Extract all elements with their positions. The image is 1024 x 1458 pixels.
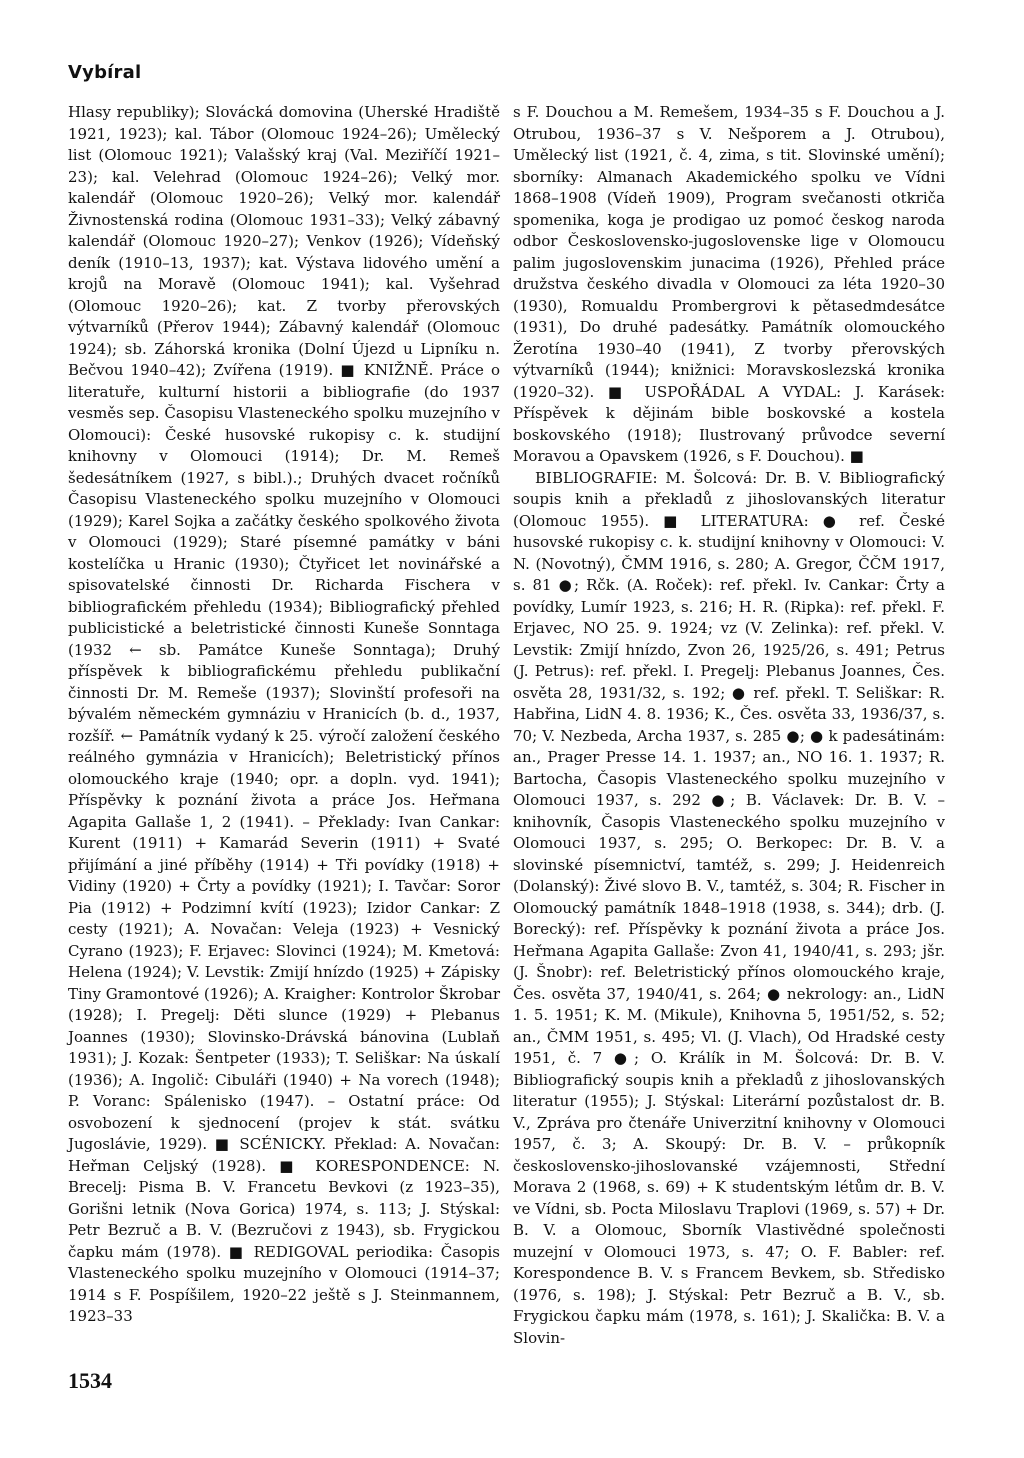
left-column-paragraph: Hlasy republiky); Slovácká domovina (Uherské Hradiště 1921, 1923); kal. Tábor (Olomouc 1924–26); Umělecký list (Olomouc 1921); Valašský kraj (Val. Meziříčí 1921–23); kal. Velehrad (Olomouc 1924–26); Velký mor. kalendář (Olomouc 1920–26); Velký mor. kalendář Živnostenská rodina (Olomouc 1931–33); Velký zábavný kalendář (Olomouc 1920–27); Venkov (1926); Vídeňský deník (1910–13, 1937); kat. Výstava lidového umění a krojů na Moravě (Olomouc 1941); kal. Vyšehrad (Olomouc 1920–26); kat. Z tvorby přerovských výtvarníků (Přerov 1944); Zábavný kalendář (Olomouc 1924); sb. Záhorská kronika (Dolní Újezd u Lipníku n. Bečvou 1940–42); Zvířena (1919). ■ KNIŽNĚ. Práce o literatuře, kulturní historii a bibliografie (do 1937 vesměs sep. Časopisu Vlasteneckého spolku muzejního v Olomouci): České husovské rukopisy c. k. studijní knihovny v Olomouci (1914); Dr. M. Remeš šedesátníkem (1927, s bibl.).; Druhých dvacet ročníků Časopisu Vlasteneckého spolku muzejního v Olomouci (1929); Karel Sojka a začátky českého spolkového života v Olomouci (1929); Staré písemné památky v báni kostelíčka u Hranic (1930); Čtyřicet let novinářské a spisovatelské činnosti Dr. Richarda Fischera v bibliografickém přehledu (1934); Bibliografický přehled publicistické a beletristické činnosti Kuneše Sonntaga (1932 ← sb. Památce Kuneše Sonntaga); Druhý příspěvek k bibliografickému přehledu publikační činnosti Dr. M. Remeše (1937); Slovinští profesoři na bývalém německém gymnáziu v Hranicích (b. d., 1937, rozšíř. ← Památník vydaný k 25. výročí založení českého reálného gymnázia v Hranicích); Beletristický přínos olomouckého kraje (1940; opr. a dopln. vyd. 1941); Příspěvky k poznání života a práce Jos. Heřmana Agapita Gallaše 1, 2 (1941). – Překlady: Ivan Cankar: Kurent (1911) + Kamarád Severin (1911) + Svaté přijímání a jiné příběhy (1914) + Tři povídky (1918) + Vidiny (1920) + Črty a povídky (1921); I. Tavčar: Soror Pia (1912) + Podzimní kvítí (1923); Izidor Cankar: Z cesty (1921); A. Novačan: Veleja (1923) + Vesnický Cyrano (1923); F. Erjavec: Slovinci (1924); M. Kmetová: Helena (1924); V. Levstik: Zmijí hnízdo (1925) + Zápisky Tiny Gramontové (1926); A. Kraigher: Kontrolor Škrobar (1928); I. Pregelj: Děti slunce (1929) + Plebanus Joannes (1930); Slovinsko-Drávská bánovina (Lublaň 1931); J. Kozak: Šentpeter (1933); T. Seliškar: Na úskalí (1936); A. Ingolič: Cibuláři (1940) + Na vorech (1948); P. Voranc: Spálenisko (1947). – Ostatní práce: Od osvobození k sjednocení (projev k stát. svátku Jugoslávie, 1929). ■ SCÉNICKY. Překlad: A. Novačan: Heřman Celjský (1928). ■ KORESPONDENCE: N. Brecelj: Pisma B. V. Francetu Bevkovi (z 1923–35), Gorišni letnik (Nova Gorica) 1974, s. 113; J. Stýskal: Petr Bezruč a B. V. (Bezručovi z 1943), sb. Frygickou čapku mám (1978). ■ REDIGOVAL periodika: Časopis Vlasteneckého spolku muzejního v Olomouci (1914–37; 1914 s F. Pospíšilem, 1920–22 ještě s J. Steinmannem, 1923–33 xyxy=(68,103,500,1325)
running-head: Vybíral xyxy=(68,62,142,83)
left-column xyxy=(68,102,500,1328)
right-column xyxy=(513,102,945,1349)
right-column-paragraph: s F. Douchou a M. Remešem, 1934–35 s F. Douchou a J. Otrubou, 1936–37 s V. Nešporem a J. Otrubou), Umělecký list (1921, č. 4, zima, s tit. Slovinské umění); sborníky: Almanach Akademického spolku ve Vídni 1868–1908 (Vídeň 1909), Program svečanosti otkriča spomenika, koga je prodigao uz pomoć českog naroda odbor Československo-jugoslovenske lige v Olomoucu palim jugoslovenskim junacima (1926), Přehled práce družstva českého divadla v Olomouci za léta 1920–30 (1930), Romualdu Prombergrovi k pětasedmdesátce (1931), Do druhé padesátky. Památník olomouckého Žerotína 1930–40 (1941), Z tvorby přerovských výtvarníků (1944); knižnici: Moravskoslezská kronika (1920–32). ■ USPOŘÁDAL A VYDAL: J. Karásek: Příspěvek k dějinám bible boskovské a kostela boskovského (1918); Ilustrovaný průvodce severní Moravou a Opavskem (1926, s F. Douchou). ■ xyxy=(513,103,945,465)
bibliography-paragraph: BIBLIOGRAFIE: M. Šolcová: Dr. B. V. Bibliografický soupis knih a překladů z jihoslovanských literatur (Olomouc 1955). ■ LITERATURA: ● ref. České husovské rukopisy c. k. studijní knihovny v Olomouci: V. N. (Novotný), ČMM 1916, s. 280; A. Gregor, ČČM 1917, s. 81 ●; Rčk. (A. Roček): ref. překl. Iv. Cankar: Črty a povídky, Lumír 1923, s. 216; H. R. (Ripka): ref. překl. F. Erjavec, NO 25. 9. 1924; vz (V. Zelinka): ref. překl. V. Levstik: Zmijí hnízdo, Zvon 26, 1925/26, s. 491; Petrus (J. Petrus): ref. překl. I. Pregelj: Plebanus Joannes, Čes. osvěta 28, 1931/32, s. 192; ● ref. překl. T. Seliškar: R. Habřina, LidN 4. 8. 1936; K., Čes. osvěta 33, 1936/37, s. 70; V. Nezbeda, Archa 1937, s. 285 ●; ● k padesátinám: an., Prager Presse 14. 1. 1937; an., NO 16. 1. 1937; R. Bartocha, Časopis Vlasteneckého spolku muzejního v Olomouci 1937, s. 292 ●; B. Václavek: Dr. B. V. – knihovník, Časopis Vlasteneckého spolku muzejního v Olomouci 1937, s. 295; O. Berkopec: Dr. B. V. a slovinské písemnictví, tamtéž, s. 299; J. Heidenreich (Dolanský): Živé slovo B. V., tamtéž, s. 304; R. Fischer in Olomoucký památník 1848–1918 (1938, s. 344); drb. (J. Borecký): ref. Příspěvky k poznání života a práce Jos. Heřmana Agapita Gallaše: Zvon 41, 1940/41, s. 293; jšr. (J. Šnobr): ref. Beletristický přínos olomouckého kraje, Čes. osvěta 37, 1940/41, s. 264; ● nekrology: an., LidN 1. 5. 1951; K. M. (Mikule), Knihovna 5, 1951/52, s. 52; an., ČMM 1951, s. 495; Vl. (J. Vlach), Od Hradské cesty 1951, č. 7 ●; O. Králík in M. Šolcová: Dr. B. V. Bibliografický soupis knih a překladů z jihoslovanských literatur (1955); J. Stýskal: Literární pozůstalost dr. B. V., Zpráva pro čtenáře Univerzitní knihovny v Olomouci 1957, č. 3; A. Skoupý: Dr. B. V. – průkopník československo-jihoslovanské vzájemnosti, Střední Morava 2 (1968, s. 69) + K studentským létům dr. B. V. ve Vídni, sb. Pocta Miloslavu Traplovi (1969, s. 57) + Dr. B. V. a Olomouc, Sborník Vlastivědné společnosti muzejní v Olomouci 1973, s. 47; O. F. Babler: ref. Korespondence B. V. s Francem Bevkem, sb. Středisko (1976, s. 198); J. Stýskal: Petr Bezruč a B. V., sb. Frygickou čapku mám (1978, s. 161); J. Skalička: B. V. a Slovin- xyxy=(513,468,945,1347)
page-number: 1534 xyxy=(68,1368,112,1393)
